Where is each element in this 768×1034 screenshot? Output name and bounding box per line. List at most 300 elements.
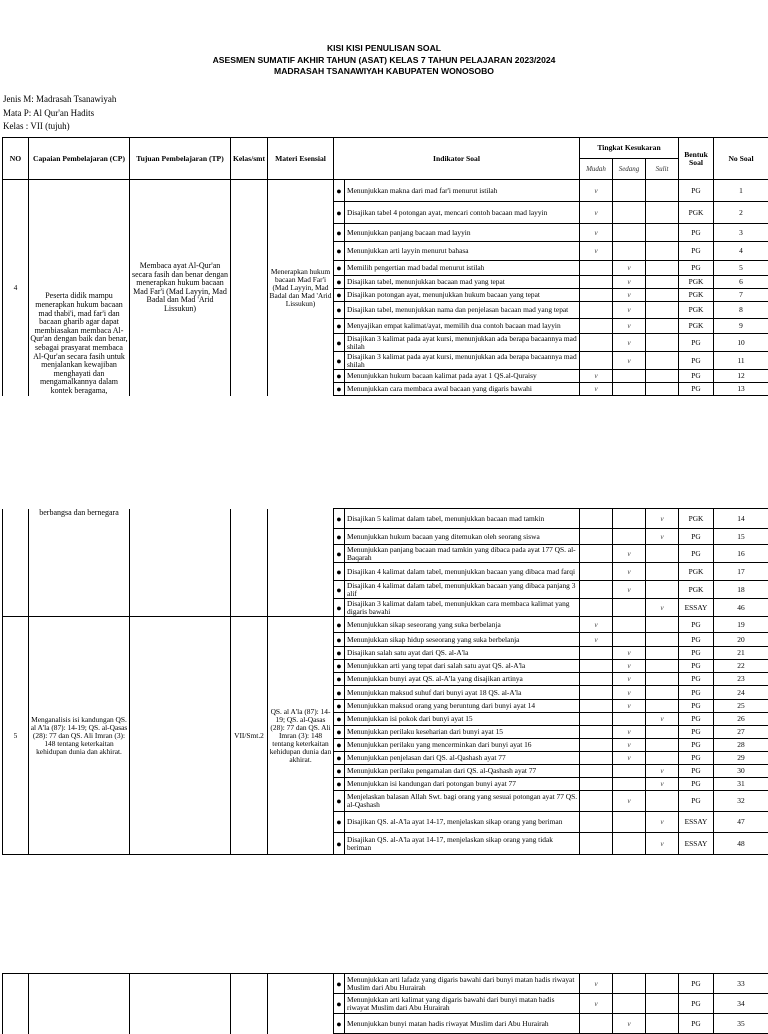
bentuk-soal: PGK (679, 563, 714, 581)
bullet: ● (334, 713, 345, 726)
materi-esensial (268, 974, 334, 1034)
capaian-pembelajaran (29, 974, 130, 1034)
indikator-text: Menunjukkan hukum bacaan kalimat pada ayat 1 QS.al-Quraisy (345, 370, 580, 383)
level-sedang (613, 633, 646, 647)
bentuk-soal: ESSAY (679, 833, 714, 855)
indikator-text: Menjelaskan balasan Allah Swt. bagi orang yang sesuai potongan ayat 77 QS. al-Qashash (345, 791, 580, 812)
bentuk-soal: ESSAY (679, 812, 714, 833)
kelas-smt-cont (231, 509, 268, 617)
bentuk-soal: PG (679, 180, 714, 202)
level-mudah (580, 545, 613, 563)
bullet: ● (334, 791, 345, 812)
bullet: ● (334, 974, 345, 994)
level-mudah: v (580, 617, 613, 633)
level-mudah: v (580, 383, 613, 396)
no-soal: 23 (714, 673, 768, 686)
level-sedang (613, 509, 646, 529)
level-sedang (613, 994, 646, 1014)
level-mudah: v (580, 370, 613, 383)
level-sulit: v (646, 778, 679, 791)
bentuk-soal: PG (679, 261, 714, 276)
no-soal: 47 (714, 812, 768, 833)
level-mudah (580, 563, 613, 581)
bullet: ● (334, 778, 345, 791)
level-mudah (580, 302, 613, 319)
level-mudah (580, 599, 613, 617)
level-sedang (613, 812, 646, 833)
table-row (3, 617, 768, 633)
indikator-text: Disajikan tabel, menunjukkan nama dan penjelasan bacaan mad yang tepat (345, 302, 580, 319)
header-institution: MADRASAH TSANAWIYAH KABUPATEN WONOSOBO (0, 66, 768, 78)
bullet: ● (334, 242, 345, 261)
no-soal: 22 (714, 660, 768, 673)
col-mudah: Mudah (580, 159, 613, 180)
tujuan-pembelajaran (130, 617, 231, 855)
tujuan-pembelajaran (130, 974, 231, 1034)
indikator-text: Menunjukkan sikap seseorang yang suka berbelanja (345, 617, 580, 633)
level-mudah (580, 581, 613, 599)
bullet: ● (334, 180, 345, 202)
level-sulit (646, 700, 679, 713)
indikator-text: Menunjukkan bunyi ayat QS. al-A'la yang disajikan artinya (345, 673, 580, 686)
level-sedang: v (613, 545, 646, 563)
no-soal: 9 (714, 319, 768, 334)
level-mudah (580, 673, 613, 686)
no-soal: 26 (714, 713, 768, 726)
indikator-text: Menunjukkan penjelasan dari QS. al-Qashash ayat 77 (345, 752, 580, 765)
no-soal: 20 (714, 633, 768, 647)
document-meta (3, 93, 116, 134)
bullet: ● (334, 289, 345, 302)
level-sedang: v (613, 334, 646, 352)
bullet: ● (334, 700, 345, 713)
capaian-pembelajaran: Menganalisis isi kandungan QS. al A'la (87): 14-19; QS. al-Qasas (28): 77 dan QS. Ali Imran (3): 148 tentang keterkaitan kehidupan dunia dan akhirat. (29, 617, 130, 855)
bullet: ● (334, 633, 345, 647)
level-mudah (580, 289, 613, 302)
col-materi: Materi Esensial (268, 138, 334, 180)
level-mudah: v (580, 994, 613, 1014)
bentuk-soal: PG (679, 529, 714, 545)
bullet: ● (334, 352, 345, 370)
bullet: ● (334, 302, 345, 319)
level-mudah (580, 726, 613, 739)
indikator-text: Menunjukkan isi pokok dari bunyi ayat 15 (345, 713, 580, 726)
no-soal: 32 (714, 791, 768, 812)
level-mudah: v (580, 633, 613, 647)
bentuk-soal: PG (679, 974, 714, 994)
level-sedang: v (613, 319, 646, 334)
bentuk-soal: PG (679, 752, 714, 765)
no-soal: 29 (714, 752, 768, 765)
kisi-table-page-1 (2, 137, 768, 396)
table-row (3, 974, 768, 994)
bullet: ● (334, 673, 345, 686)
bentuk-soal: PG (679, 791, 714, 812)
level-mudah (580, 765, 613, 778)
document-header (0, 43, 768, 78)
level-sedang: v (613, 700, 646, 713)
level-mudah (580, 334, 613, 352)
level-sulit: v (646, 812, 679, 833)
no-soal: 6 (714, 276, 768, 289)
level-sedang: v (613, 647, 646, 660)
no-soal: 33 (714, 974, 768, 994)
col-sulit: Sulit (646, 159, 679, 180)
bullet: ● (334, 686, 345, 700)
no-soal: 48 (714, 833, 768, 855)
level-sulit (646, 276, 679, 289)
meta-kelas: Kelas : VII (tujuh) (3, 120, 116, 134)
indikator-text: Menunjukkan maksud orang yang beruntung dari bunyi ayat 14 (345, 700, 580, 713)
bentuk-soal: PG (679, 545, 714, 563)
bentuk-soal: PGK (679, 202, 714, 224)
level-mudah (580, 509, 613, 529)
no-soal: 1 (714, 180, 768, 202)
tujuan-pembelajaran: Membaca ayat Al-Qur'an secara fasih dan benar dengan menerapkan hukum bacaan Mad Far'i (Mad Layyin, Mad Badal dan Mad 'Arid Lissukun) (130, 180, 231, 396)
level-sedang: v (613, 302, 646, 319)
level-sulit (646, 633, 679, 647)
bentuk-soal: PGK (679, 509, 714, 529)
bullet: ● (334, 726, 345, 739)
bentuk-soal: PG (679, 713, 714, 726)
no-soal: 5 (714, 261, 768, 276)
level-mudah (580, 276, 613, 289)
indikator-text: Menunjukkan panjang bacaan mad tamkin yang dibaca pada ayat 177 QS. al-Baqarah (345, 545, 580, 563)
table-row (3, 509, 768, 529)
bullet: ● (334, 563, 345, 581)
level-sedang: v (613, 791, 646, 812)
bullet: ● (334, 660, 345, 673)
indikator-text: Menunjukkan isi kandungan dari potongan bunyi ayat 77 (345, 778, 580, 791)
indikator-text: Disajikan 4 kalimat dalam tabel, menunjukkan bacaan yang dibaca panjang 3 alif (345, 581, 580, 599)
no-soal: 4 (714, 242, 768, 261)
bullet: ● (334, 383, 345, 396)
kisi-table-page-3 (2, 973, 768, 1034)
kelas-smt (231, 180, 268, 396)
bullet: ● (334, 581, 345, 599)
bentuk-soal: PG (679, 686, 714, 700)
level-sulit (646, 383, 679, 396)
level-sulit (646, 974, 679, 994)
level-sedang: v (613, 289, 646, 302)
row-number (3, 509, 29, 617)
col-nosoal: No Soal (714, 138, 768, 180)
level-sedang (613, 383, 646, 396)
level-sulit (646, 726, 679, 739)
bentuk-soal: PG (679, 994, 714, 1014)
level-sulit (646, 370, 679, 383)
header-subtitle: ASESMEN SUMATIF AKHIR TAHUN (ASAT) KELAS 7 TAHUN PELAJARAN 2023/2024 (0, 55, 768, 67)
level-sulit (646, 660, 679, 673)
level-sedang (613, 529, 646, 545)
bentuk-soal: PG (679, 370, 714, 383)
indikator-text: Menunjukkan arti layyin menurut bahasa (345, 242, 580, 261)
level-sedang: v (613, 1014, 646, 1034)
level-sulit (646, 739, 679, 752)
level-mudah: v (580, 974, 613, 994)
level-mudah (580, 529, 613, 545)
materi-esensial: Menerapkan hukum bacaan Mad Far'i (Mad Layyin, Mad Badal dan Mad 'Arid Lissukun) (268, 180, 334, 396)
no-soal: 28 (714, 739, 768, 752)
indikator-text: Disajikan QS. al-A'la ayat 14-17, menjelaskan sikap orang yang tidak beriman (345, 833, 580, 855)
level-sulit (646, 752, 679, 765)
no-soal: 21 (714, 647, 768, 660)
level-sedang (613, 778, 646, 791)
indikator-text: Disajikan 3 kalimat pada ayat kursi, menunjukkan ada berapa bacaannya mad shilah (345, 352, 580, 370)
bentuk-soal: PG (679, 334, 714, 352)
bentuk-soal: PG (679, 647, 714, 660)
level-sedang: v (613, 739, 646, 752)
level-sedang: v (613, 660, 646, 673)
indikator-text: Menunjukkan bunyi matan hadis riwayat Muslim dari Abu Hurairah (345, 1014, 580, 1034)
bentuk-soal: PGK (679, 276, 714, 289)
materi-esensial-cont (268, 509, 334, 617)
level-sulit: v (646, 599, 679, 617)
bentuk-soal: PG (679, 765, 714, 778)
level-sedang (613, 370, 646, 383)
no-soal: 19 (714, 617, 768, 633)
level-mudah (580, 700, 613, 713)
no-soal: 7 (714, 289, 768, 302)
bullet: ● (334, 319, 345, 334)
header-title: KISI KISI PENULISAN SOAL (0, 43, 768, 55)
bullet: ● (334, 739, 345, 752)
level-sedang: v (613, 726, 646, 739)
indikator-text: Menunjukkan makna dari mad far'i menurut istilah (345, 180, 580, 202)
level-sulit (646, 334, 679, 352)
level-mudah: v (580, 224, 613, 242)
kelas-smt (231, 974, 268, 1034)
no-soal: 15 (714, 529, 768, 545)
level-sulit: v (646, 765, 679, 778)
bullet: ● (334, 545, 345, 563)
level-sedang: v (613, 686, 646, 700)
bullet: ● (334, 509, 345, 529)
col-indikator: Indikator Soal (334, 138, 580, 180)
row-number: 4 (3, 180, 29, 396)
row-number: 5 (3, 617, 29, 855)
level-mudah: v (580, 242, 613, 261)
bullet: ● (334, 261, 345, 276)
no-soal: 8 (714, 302, 768, 319)
bentuk-soal: PG (679, 383, 714, 396)
level-sulit (646, 289, 679, 302)
level-sulit (646, 673, 679, 686)
indikator-text: Disajikan 5 kalimat dalam tabel, menunjukkan bacaan mad tamkin (345, 509, 580, 529)
bentuk-soal: PG (679, 700, 714, 713)
indikator-text: Disajikan tabel, menunjukkan bacaan mad yang tepat (345, 276, 580, 289)
no-soal: 34 (714, 994, 768, 1014)
level-sulit (646, 686, 679, 700)
level-sedang (613, 599, 646, 617)
kelas-smt: VII/Smt.2 (231, 617, 268, 855)
indikator-text: Memilih pengertian mad badal menurut istilah (345, 261, 580, 276)
no-soal: 35 (714, 1014, 768, 1034)
no-soal: 3 (714, 224, 768, 242)
level-sulit (646, 202, 679, 224)
bullet: ● (334, 529, 345, 545)
level-mudah (580, 713, 613, 726)
row-number (3, 974, 29, 1034)
indikator-text: Menunjukkan perilaku keseharian dari bunyi ayat 15 (345, 726, 580, 739)
level-mudah (580, 833, 613, 855)
level-sulit (646, 791, 679, 812)
no-soal: 12 (714, 370, 768, 383)
level-sulit (646, 545, 679, 563)
bullet: ● (334, 752, 345, 765)
level-sedang (613, 242, 646, 261)
level-sedang (613, 202, 646, 224)
no-soal: 18 (714, 581, 768, 599)
level-sulit (646, 242, 679, 261)
bentuk-soal: PG (679, 617, 714, 633)
indikator-text: Menunjukkan arti lafadz yang digaris bawahi dari bunyi matan hadis riwayat Muslim dari Abu Hurairah (345, 974, 580, 994)
table-row (3, 180, 768, 202)
level-sedang: v (613, 276, 646, 289)
level-sulit (646, 261, 679, 276)
level-sedang: v (613, 261, 646, 276)
no-soal: 10 (714, 334, 768, 352)
indikator-text: Menunjukkan panjang bacaan mad layyin (345, 224, 580, 242)
indikator-text: Menunjukkan cara membaca awal bacaan yang digaris bawahi (345, 383, 580, 396)
level-sedang (613, 617, 646, 633)
capaian-pembelajaran: Peserta didik mampu menerapkan hukum bacaan mad thabi'i, mad far'i dan bacaan gharib agar dapat membiasakan membaca Al-Qur'an dengan baik dan benar, sebagai prasyarat membaca Al-Qur'an secara fasih untuk menjalankan kewajiban menghayati dan mengamalkannya dalam kontek beragama, (29, 180, 130, 396)
bentuk-soal: PG (679, 673, 714, 686)
indikator-text: Menunjukkan perilaku pengamalan dari QS. al-Qashash ayat 77 (345, 765, 580, 778)
level-sulit (646, 647, 679, 660)
no-soal: 46 (714, 599, 768, 617)
no-soal: 24 (714, 686, 768, 700)
level-mudah (580, 352, 613, 370)
bullet: ● (334, 224, 345, 242)
level-mudah: v (580, 180, 613, 202)
indikator-text: Menunjukkan arti yang tepat dari salah satu ayat QS. al-A'la (345, 660, 580, 673)
level-sulit (646, 302, 679, 319)
bentuk-soal: PG (679, 633, 714, 647)
no-soal: 11 (714, 352, 768, 370)
col-bentuk: Bentuk Soal (679, 138, 714, 180)
level-sedang: v (613, 563, 646, 581)
bullet: ● (334, 617, 345, 633)
level-sulit: v (646, 833, 679, 855)
no-soal: 30 (714, 765, 768, 778)
level-sulit (646, 617, 679, 633)
indikator-text: Disajikan 3 kalimat pada ayat kursi, menunjukkan ada berapa bacaannya mad shilah (345, 334, 580, 352)
indikator-text: Menunjukkan sikap hidup seseorang yang suka berbelanja (345, 633, 580, 647)
col-sedang: Sedang (613, 159, 646, 180)
indikator-text: Disajikan tabel 4 potongan ayat, mencari contoh bacaan mad layyin (345, 202, 580, 224)
no-soal: 2 (714, 202, 768, 224)
no-soal: 31 (714, 778, 768, 791)
level-sulit (646, 224, 679, 242)
indikator-text: Menunjukkan hukum bacaan yang ditemukan oleh seorang siswa (345, 529, 580, 545)
indikator-text: Menunjukkan arti kalimat yang digaris bawahi dari bunyi matan hadis riwayat Muslim dari Abu Hurairah (345, 994, 580, 1014)
level-sedang (613, 713, 646, 726)
level-sulit (646, 994, 679, 1014)
level-sedang (613, 974, 646, 994)
no-soal: 25 (714, 700, 768, 713)
col-cp: Capaian Pembelajaran (CP) (29, 138, 130, 180)
bentuk-soal: PG (679, 242, 714, 261)
indikator-text: Disajikan salah satu ayat dari QS. al-A'la (345, 647, 580, 660)
col-no: NO (3, 138, 29, 180)
bullet: ● (334, 833, 345, 855)
bentuk-soal: PG (679, 224, 714, 242)
level-mudah (580, 812, 613, 833)
bentuk-soal: PGK (679, 302, 714, 319)
bullet: ● (334, 202, 345, 224)
bullet: ● (334, 765, 345, 778)
level-sulit: v (646, 713, 679, 726)
col-tp: Tujuan Pembelajaran (TP) (130, 138, 231, 180)
bentuk-soal: PGK (679, 289, 714, 302)
meta-jenis: Jenis M: Madrasah Tsanawiyah (3, 93, 116, 107)
bentuk-soal: PG (679, 1014, 714, 1034)
bentuk-soal: PG (679, 352, 714, 370)
capaian-pembelajaran-cont: berbangsa dan bernegara (29, 509, 130, 617)
indikator-text: Disajikan potongan ayat, menunjukkan hukum bacaan yang tepat (345, 289, 580, 302)
indikator-text: Menunjukkan perilaku yang mencerminkan dari bunyi ayat 16 (345, 739, 580, 752)
col-tingkat: Tingkat Kesukaran (580, 138, 679, 159)
indikator-text: Disajikan 3 kalimat dalam tabel, menunjukkan cara membaca kalimat yang digaris bawahi (345, 599, 580, 617)
bentuk-soal: PG (679, 660, 714, 673)
level-mudah (580, 647, 613, 660)
no-soal: 13 (714, 383, 768, 396)
tujuan-pembelajaran-cont (130, 509, 231, 617)
bentuk-soal: PG (679, 778, 714, 791)
level-sulit (646, 581, 679, 599)
level-sulit (646, 180, 679, 202)
level-mudah (580, 686, 613, 700)
bullet: ● (334, 599, 345, 617)
indikator-text: Disajikan 4 kalimat dalam tabel, menunjukkan bacaan yang dibaca mad farqi (345, 563, 580, 581)
bullet: ● (334, 812, 345, 833)
bullet: ● (334, 276, 345, 289)
no-soal: 14 (714, 509, 768, 529)
materi-esensial: QS. al A'la (87): 14-19; QS. al-Qasas (28): 77 dan QS. Ali Imran (3): 148 tentang keterkaitan kehidupan dunia dan akhirat. (268, 617, 334, 855)
bullet: ● (334, 647, 345, 660)
level-sulit: v (646, 529, 679, 545)
indikator-text: Menyajikan empat kalimat/ayat, memilih dua contoh bacaan mad layyin (345, 319, 580, 334)
bentuk-soal: PG (679, 726, 714, 739)
indikator-text: Menunjukkan maksud suhuf dari bunyi ayat 18 QS. al-A'la (345, 686, 580, 700)
level-sedang (613, 765, 646, 778)
level-mudah (580, 778, 613, 791)
level-sedang: v (613, 581, 646, 599)
level-sulit (646, 563, 679, 581)
no-soal: 16 (714, 545, 768, 563)
bentuk-soal: PGK (679, 319, 714, 334)
level-mudah (580, 739, 613, 752)
no-soal: 27 (714, 726, 768, 739)
bullet: ● (334, 334, 345, 352)
indikator-text: Disajikan QS. al-A'la ayat 14-17, menjelaskan sikap orang yang beriman (345, 812, 580, 833)
level-mudah (580, 261, 613, 276)
level-sedang (613, 224, 646, 242)
bentuk-soal: PG (679, 739, 714, 752)
level-sulit (646, 352, 679, 370)
level-sulit: v (646, 509, 679, 529)
level-sedang (613, 833, 646, 855)
bentuk-soal: PGK (679, 581, 714, 599)
level-mudah (580, 660, 613, 673)
level-sedang: v (613, 673, 646, 686)
bullet: ● (334, 1014, 345, 1034)
meta-mapel: Mata P: Al Qur'an Hadits (3, 107, 116, 121)
no-soal: 17 (714, 563, 768, 581)
level-mudah (580, 752, 613, 765)
col-kelas: Kelas/smt (231, 138, 268, 180)
